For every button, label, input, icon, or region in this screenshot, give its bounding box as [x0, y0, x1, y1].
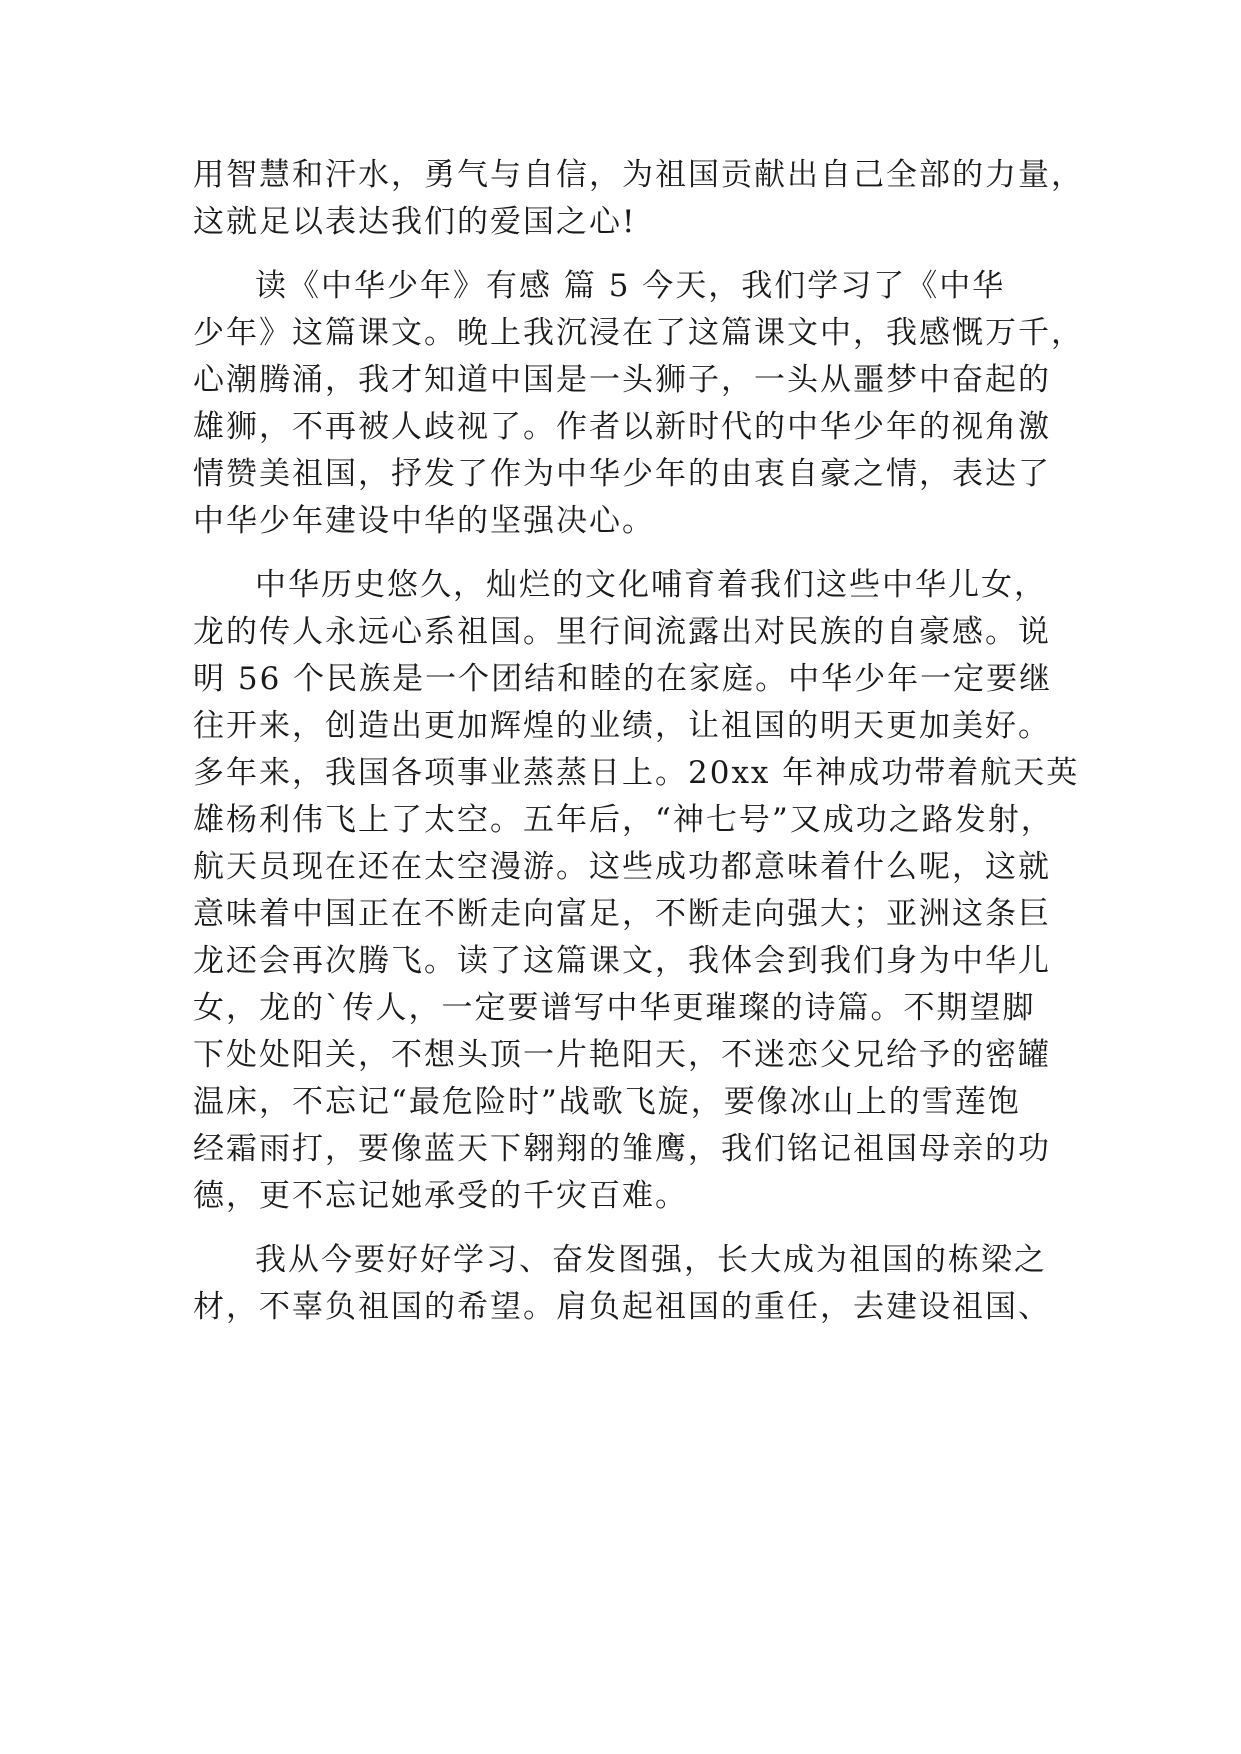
- essay-heading-line: 读《中华少年》有感 篇 5 今天，我们学习了《中华: [255, 268, 1006, 304]
- text-line: 龙的传人永远心系祖国。里行间流露出对民族的自豪感。说: [193, 614, 1051, 650]
- text-line: 德，更不忘记她承受的千灾百难。: [193, 1178, 688, 1214]
- text-line: 龙还会再次腾飞。读了这篇课文，我体会到我们身为中华儿: [193, 943, 1051, 979]
- text-line: 雄杨利伟飞上了太空。五年后，“神七号”又成功之路发射，: [193, 802, 1054, 838]
- text-line: 温床，不忘记“最危险时”战歌飞旋，要像冰山上的雪莲饱: [193, 1084, 1021, 1120]
- text-line: 中华少年建设中华的坚强决心。: [193, 503, 655, 539]
- text-line: 女，龙的`传人，一定要谱写中华更璀璨的诗篇。不期望脚: [193, 990, 1036, 1026]
- text-line: 多年来，我国各项事业蒸蒸日上。20xx 年神成功带着航天英: [193, 755, 1080, 791]
- document-body: [193, 152, 1084, 1331]
- paragraph-start-line: 我从今要好好学习、奋发图强，长大成为祖国的栋梁之: [255, 1242, 1047, 1278]
- text-line: 下处处阳关，不想头顶一片艳阳天，不迷恋父兄给予的密罐: [193, 1037, 1051, 1073]
- text-line: 材，不辜负祖国的希望。肩负起祖国的重任，去建设祖国、: [193, 1289, 1051, 1325]
- text-line: 用智慧和汗水，勇气与自信，为祖国贡献出自己全部的力量，: [193, 157, 1084, 193]
- text-line: 明 56 个民族是一个团结和睦的在家庭。中华少年一定要继: [193, 661, 1053, 697]
- text-line: 情赞美祖国，抒发了作为中华少年的由衷自豪之情，表达了: [193, 456, 1051, 492]
- text-line: 意味着中国正在不断走向富足，不断走向强大；亚洲这条巨: [193, 896, 1051, 932]
- text-line: 航天员现在还在太空漫游。这些成功都意味着什么呢，这就: [193, 849, 1051, 885]
- text-line: 这就足以表达我们的爱国之心!: [193, 204, 637, 240]
- text-line: 少年》这篇课文。晚上我沉浸在了这篇课文中，我感慨万千，: [193, 315, 1084, 351]
- text-line: 经霜雨打，要像蓝天下翱翔的雏鹰，我们铭记祖国母亲的功: [193, 1131, 1051, 1167]
- paragraph-start-line: 中华历史悠久，灿烂的文化哺育着我们这些中华儿女，: [255, 567, 1047, 603]
- text-line: 心潮腾涌，我才知道中国是一头狮子，一头从噩梦中奋起的: [193, 362, 1051, 398]
- text-line: 雄狮，不再被人歧视了。作者以新时代的中华少年的视角激: [193, 409, 1051, 445]
- text-line: 往开来，创造出更加辉煌的业绩，让祖国的明天更加美好。: [193, 708, 1051, 744]
